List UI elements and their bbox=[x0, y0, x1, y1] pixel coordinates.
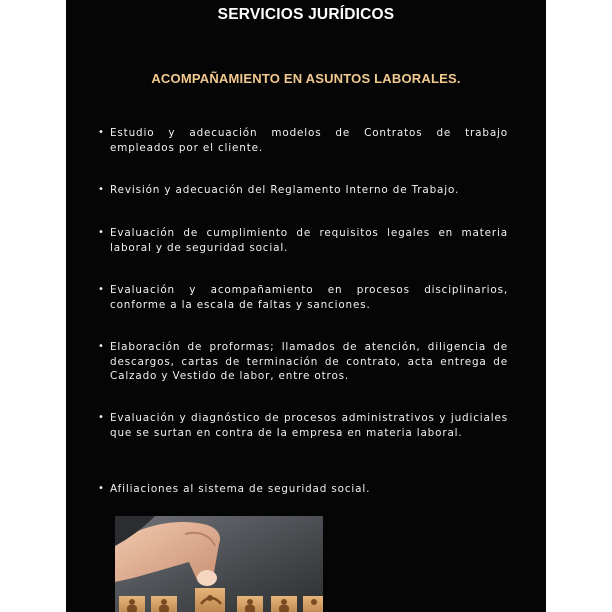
list-item bbox=[98, 482, 508, 497]
section-subtitle: ACOMPAÑAMIENTO EN ASUNTOS LABORALES. bbox=[151, 71, 461, 86]
bullet-icon: • bbox=[98, 284, 105, 295]
list-item-text: Revisión y adecuación del Reglamento Interno de Trabajo. bbox=[110, 184, 460, 196]
list-item-text: Estudio y adecuación modelos de Contratos de trabajo empleados por el cliente. bbox=[110, 127, 508, 154]
list-item-text: Evaluación de cumplimiento de requisitos legales en materia laboral y de seguridad social. bbox=[110, 227, 508, 254]
bullet-icon: • bbox=[98, 184, 105, 195]
list-item-text: Evaluación y diagnóstico de procesos administrativos y judiciales que se surtan en contra de la empresa en materia laboral. bbox=[110, 412, 508, 439]
bullet-icon: • bbox=[98, 227, 105, 238]
bullet-icon: • bbox=[98, 412, 105, 423]
list-item bbox=[98, 340, 508, 384]
list-item bbox=[98, 183, 508, 198]
list-item-text: Afiliaciones al sistema de seguridad social. bbox=[110, 483, 371, 495]
bullet-icon: • bbox=[98, 341, 105, 352]
hand-selecting-person-block-image bbox=[115, 516, 323, 612]
list-item bbox=[98, 411, 508, 440]
page-title: SERVICIOS JURÍDICOS bbox=[217, 6, 395, 23]
list-item-text: Evaluación y acompañamiento en procesos disciplinarios, conforme a la escala de faltas y sanciones. bbox=[110, 284, 508, 311]
bullet-icon: • bbox=[98, 127, 105, 138]
service-panel bbox=[66, 0, 546, 612]
bullet-icon: • bbox=[98, 483, 105, 494]
list-item bbox=[98, 226, 508, 255]
list-item bbox=[98, 126, 508, 155]
list-item-text: Elaboración de proformas; llamados de atención, diligencia de descargos, cartas de terminación de contrato, acta entrega de Calzado y Vestido de labor, entre otros. bbox=[110, 341, 508, 382]
list-item bbox=[98, 283, 508, 312]
